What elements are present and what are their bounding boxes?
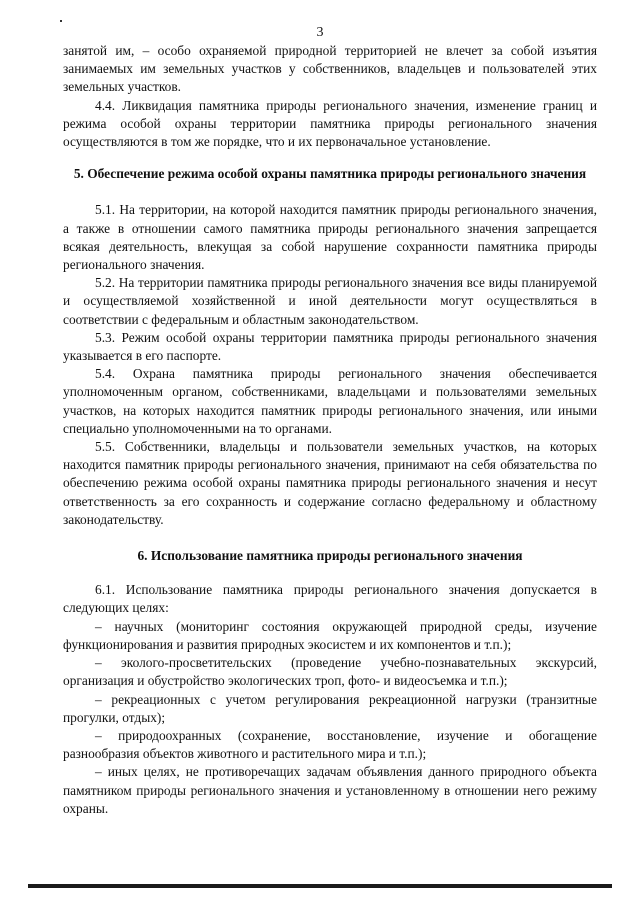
document-body <box>63 42 597 818</box>
paragraph-5-1: 5.1. На территории, на которой находится памятник природы регионального значения, а также в отношении самого памятника природы регионального значения запрещается всякая деятельность, влекущая за собой нарушение сохранности памятника природы регионального значения. <box>63 202 597 273</box>
scan-mark <box>60 20 62 22</box>
scan-bottom-edge <box>28 884 612 888</box>
page-number: 3 <box>316 25 324 40</box>
section-heading-6: 6. Использование памятника природы регионального значения <box>137 548 523 564</box>
section-heading-5: 5. Обеспечение режима особой охраны памятника природы регионального значения <box>73 166 587 182</box>
paragraph-5-5: 5.5. Собственники, владельцы и пользователи земельных участков, на которых находится памятник природы регионального значения, принимают на себя обязательства по обеспечению режима особой охраны памятника природы регионального значения и несут ответственность за его сохранность и содержание согласно федеральному и областному законодательству. <box>63 439 597 527</box>
list-item-other: – иных целях, не противоречащих задачам объявления данного природного объекта памятником природы регионального значения и установленному в отношении него режиму охраны. <box>63 764 597 816</box>
paragraph-continuation: занятой им, – особо охраняемой природной территорией не влечет за собой изъятия занимаемых им земельных участков у собственников, владельцев и пользователей этих земельных участков. <box>63 43 597 95</box>
paragraph-5-3: 5.3. Режим особой охраны территории памятника природы регионального значения указывается в его паспорте. <box>63 329 597 364</box>
paragraph-5-4: 5.4. Охрана памятника природы регионального значения обеспечивается уполномоченным органом, собственниками, владельцами и пользователями земельных участков, на которых находится памятник природы регионального значения, или иными специально уполномоченными на то органами. <box>63 366 597 436</box>
list-item-educational: – эколого-просветительских (проведение учебно-познавательных экскурсий, организация и обустройство экологических троп, фото- и видеосъемка и т.п.); <box>63 655 597 689</box>
paragraph-5-2: 5.2. На территории памятника природы регионального значения все виды планируемой и осуществляемой хозяйственной и иной деятельности могут осуществляться в соответствии с федеральным и областным законодательством. <box>63 275 597 327</box>
list-item-scientific: – научных (мониторинг состояния окружающей природной среды, изучение функционирования и развития природных экосистем и их компонентов и т.п.); <box>63 618 597 652</box>
list-item-conservation: – природоохранных (сохранение, восстановление, изучение и обогащение разнообразия объектов животного и растительного мира и т.п.); <box>63 727 597 762</box>
paragraph-4-4: 4.4. Ликвидация памятника природы регионального значения, изменение границ и режима особой охраны территории памятника природы регионального значения осуществляются в том же порядке, что и их первоначальное установление. <box>63 97 597 150</box>
list-item-recreational: – рекреационных с учетом регулирования рекреационной нагрузки (транзитные прогулки, отдых); <box>63 691 597 725</box>
paragraph-6-1: 6.1. Использование памятника природы регионального значения допускается в следующих целях: <box>63 582 597 616</box>
